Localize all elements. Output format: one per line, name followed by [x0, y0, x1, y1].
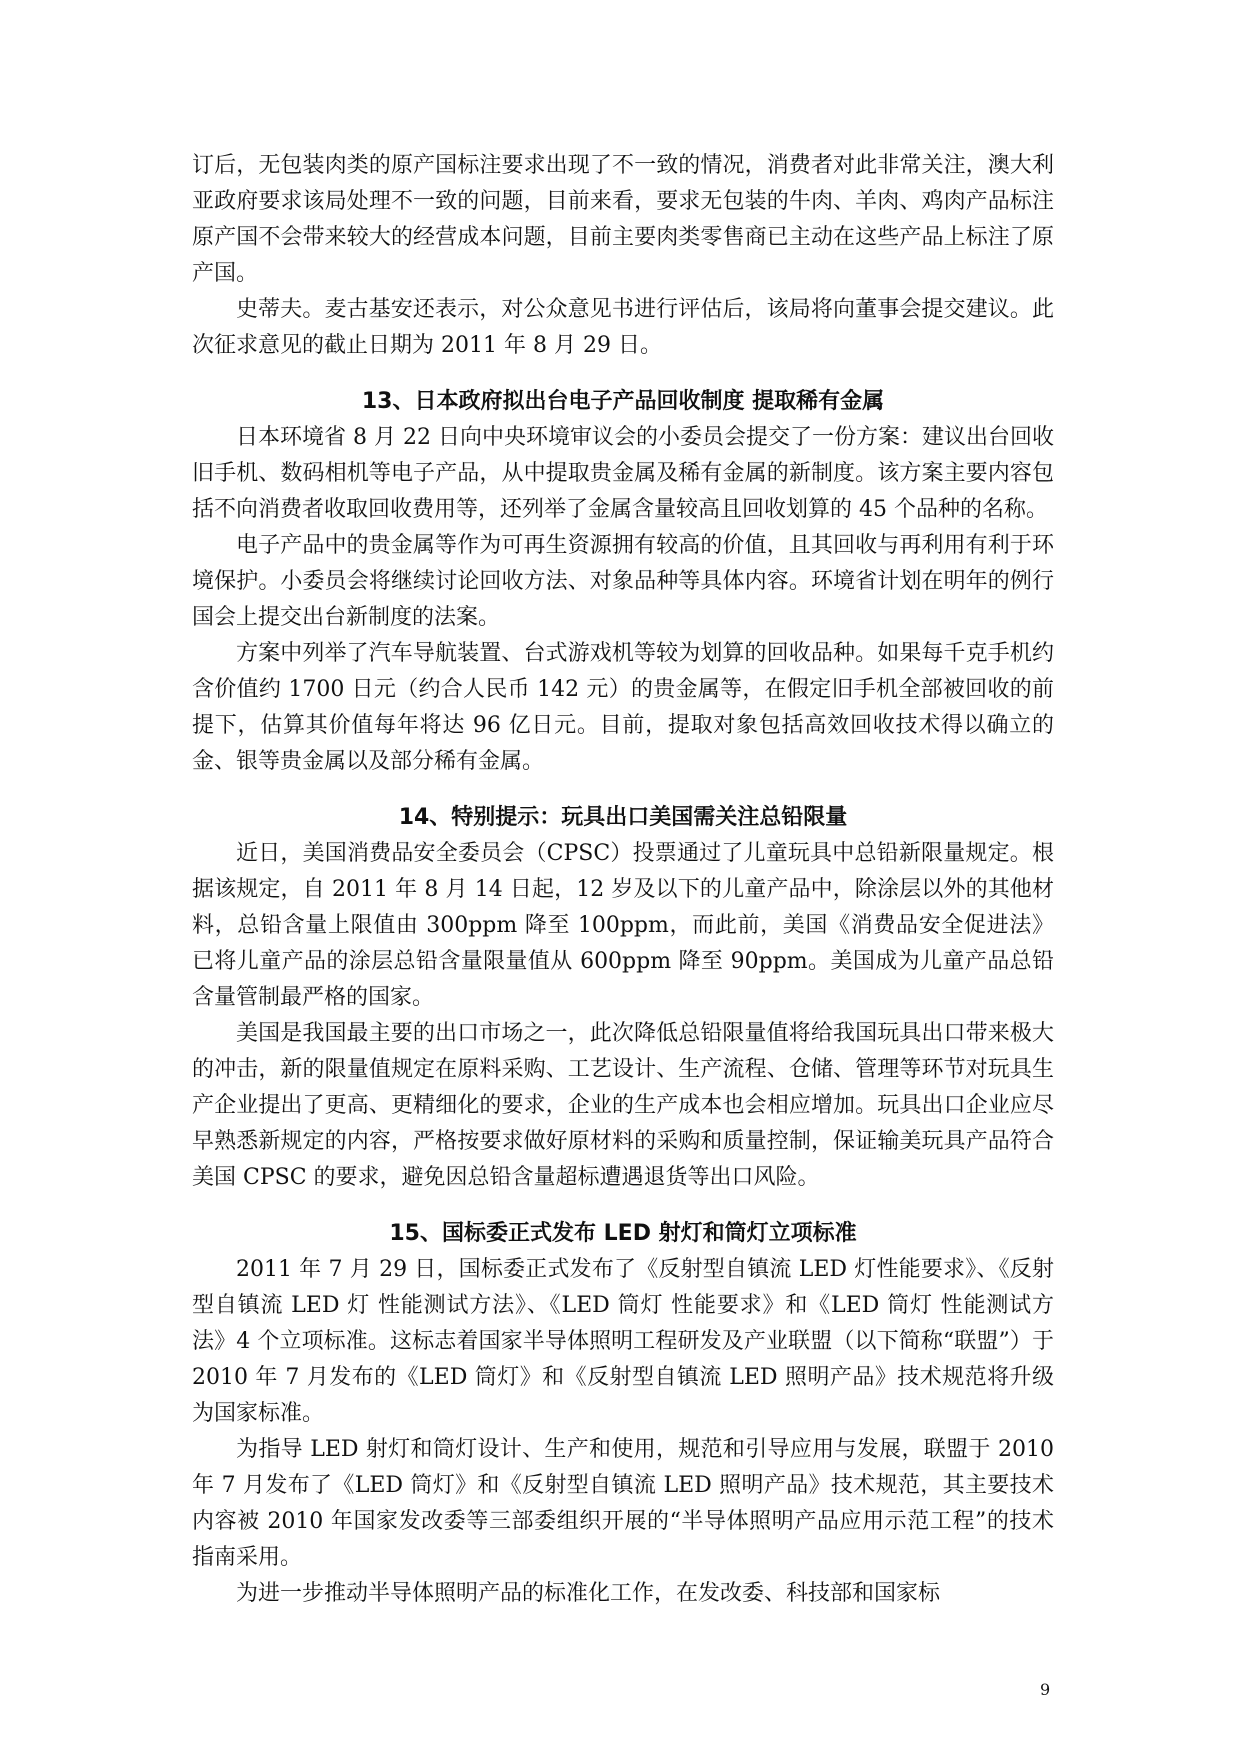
section-15-paragraph-3: 为进一步推动半导体照明产品的标准化工作，在发改委、科技部和国家标 [236, 1581, 941, 1606]
section-14-paragraph-2: 美国是我国最主要的出口市场之一，此次降低总铅限量值将给我国玩具出口带来极大的冲击，新的限量值规定在原料采购、工艺设计、生产流程、仓储、管理等环节对玩具生产企业提出了更高、更精细化的要求，企业的生产成本也会相应增加。玩具出口企业应尽早熟悉新规定的内容，严格按要求做好原材料的采购和质量控制，保证输美玩具产品符合美国 CPSC 的要求，避免因总铅含量超标遭遇退货等出口风险。 [192, 1021, 1054, 1190]
section-13-paragraph-1: 日本环境省 8 月 22 日向中央环境审议会的小委员会提交了一份方案：建议出台回收旧手机、数码相机等电子产品，从中提取贵金属及稀有金属的新制度。该方案主要内容包括不向消费者收取回收费用等，还列举了金属含量较高且回收划算的 45 个品种的名称。 [192, 425, 1054, 522]
section-13-paragraph-3: 方案中列举了汽车导航装置、台式游戏机等较为划算的回收品种。如果每千克手机约含价值约 1700 日元（约合人民币 142 元）的贵金属等，在假定旧手机全部被回收的前提下，估算其价值每年将达 96 亿日元。目前，提取对象包括高效回收技术得以确立的金、银等贵金属以及部分稀有金属。 [192, 641, 1054, 774]
section-14-title: 14、特别提示：玩具出口美国需关注总铅限量 [398, 805, 848, 830]
intro-paragraph-1: 订后，无包装肉类的原产国标注要求出现了不一致的情况，消费者对此非常关注，澳大利亚政府要求该局处理不一致的问题，目前来看，要求无包装的牛肉、羊肉、鸡肉产品标注原产国不会带来较大的经营成本问题，目前主要肉类零售商已主动在这些产品上标注了原产国。 [192, 153, 1054, 286]
section-15-title: 15、国标委正式发布 LED 射灯和筒灯立项标准 [389, 1221, 857, 1246]
section-15-paragraph-1: 2011 年 7 月 29 日，国标委正式发布了《反射型自镇流 LED 灯性能要求》、《反射型自镇流 LED 灯 性能测试方法》、《LED 筒灯 性能要求》和《LED 筒灯 性能测试方法》4 个立项标准。这标志着国家半导体照明工程研发及产业联盟（以下简称“联盟”）于 2010 年 7 月发布的《LED 筒灯》和《反射型自镇流 LED 照明产品》技术规范将升级为国家标准。 [192, 1257, 1054, 1426]
page-number: 9 [1040, 1680, 1051, 1699]
page-content [192, 148, 1054, 1612]
section-13-paragraph-2: 电子产品中的贵金属等作为可再生资源拥有较高的价值，且其回收与再利用有利于环境保护。小委员会将继续讨论回收方法、对象品种等具体内容。环境省计划在明年的例行国会上提交出台新制度的法案。 [192, 533, 1054, 630]
section-15-paragraph-2: 为指导 LED 射灯和筒灯设计、生产和使用，规范和引导应用与发展，联盟于 2010 年 7 月发布了《LED 筒灯》和《反射型自镇流 LED 照明产品》技术规范，其主要技术内容被 2010 年国家发改委等三部委组织开展的“半导体照明产品应用示范工程”的技术指南采用。 [192, 1437, 1054, 1570]
section-14-paragraph-1: 近日，美国消费品安全委员会（CPSC）投票通过了儿童玩具中总铅新限量规定。根据该规定，自 2011 年 8 月 14 日起，12 岁及以下的儿童产品中，除涂层以外的其他材料，总铅含量上限值由 300ppm 降至 100ppm，而此前，美国《消费品安全促进法》已将儿童产品的涂层总铅含量限量值从 600ppm 降至 90ppm。美国成为儿童产品总铅含量管制最严格的国家。 [192, 841, 1054, 1010]
section-13-title: 13、日本政府拟出台电子产品回收制度 提取稀有金属 [361, 389, 885, 414]
intro-paragraph-2: 史蒂夫。麦古基安还表示，对公众意见书进行评估后，该局将向董事会提交建议。此次征求意见的截止日期为 2011 年 8 月 29 日。 [192, 297, 1054, 358]
